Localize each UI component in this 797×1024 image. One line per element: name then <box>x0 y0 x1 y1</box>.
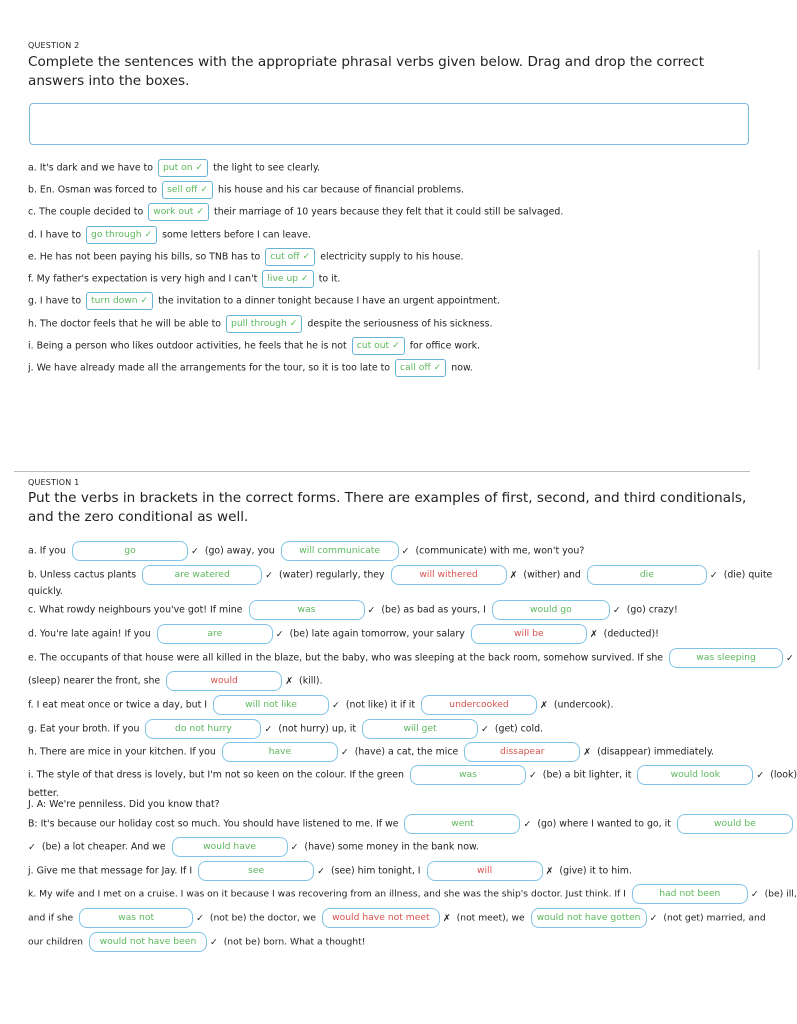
sentence-text: i. Being a person who likes outdoor activities, he feels that he is not <box>28 340 347 352</box>
sentence-text: b. En. Osman was forced to <box>28 184 158 196</box>
sentence-text: (deducted)! <box>603 628 659 640</box>
correct-mark-icon: ✓ <box>756 769 765 781</box>
sentence-text: (not like) it if it <box>345 699 416 711</box>
sentence-text: (not be) the doctor, we <box>209 912 316 924</box>
sentence-text: (not meet), we <box>456 912 525 924</box>
sentence-text: (give) it to him. <box>559 865 632 877</box>
sentence-j <box>28 861 632 881</box>
answer-blank[interactable]: will not like <box>213 695 329 715</box>
sentence-text: (get) cold. <box>494 723 544 735</box>
wrong-mark-icon: ✗ <box>583 746 592 758</box>
sentence-text: c. The couple decided to <box>28 206 144 218</box>
sentence-g <box>28 719 543 739</box>
answer-blank[interactable]: will be <box>471 624 587 644</box>
answer-blank[interactable]: was <box>410 765 526 785</box>
correct-mark-icon: ✓ <box>332 699 340 711</box>
answer-blank[interactable]: had not been <box>632 884 748 904</box>
answer-blank[interactable]: was sleeping <box>669 648 783 668</box>
dropped-answer-box[interactable]: go through ✓ <box>86 226 157 244</box>
answer-blank[interactable]: will <box>427 861 543 881</box>
correct-mark-icon: ✓ <box>190 545 199 557</box>
sentence-text: (not be) born. What a thought! <box>223 936 366 948</box>
wrong-mark-icon: ✗ <box>509 569 518 581</box>
sentence-text: d. You're late again! If you <box>28 628 151 640</box>
correct-mark-icon: ✓ <box>786 652 794 664</box>
correct-mark-icon: ✓ <box>528 769 537 781</box>
sentence-text: a. It's dark and we have to <box>28 162 153 174</box>
sentence-text: h. There are mice in your kitchen. If you <box>28 746 216 758</box>
wrong-mark-icon: ✗ <box>540 699 548 711</box>
sentence-b-continued: quickly. <box>28 586 63 597</box>
sentence-text: B: It's because our holiday cost so much. You should have listened to me. If we <box>28 818 399 830</box>
sentence-h <box>28 742 714 762</box>
answer-blank[interactable]: will communicate <box>281 541 399 561</box>
answer-blank[interactable]: would look <box>637 765 753 785</box>
correct-mark-icon: ✓ <box>275 628 284 640</box>
sentence-text: (water) regularly, they <box>279 569 385 581</box>
sentence-text: (wither) and <box>523 569 581 581</box>
sentence-text: (not hurry) up, it <box>278 723 357 735</box>
sentence-text: our children <box>28 936 84 948</box>
sentence-k <box>28 884 797 904</box>
wrong-mark-icon: ✗ <box>285 675 294 687</box>
sentence-k-end <box>28 932 365 952</box>
sentence-text: g. Eat your broth. If you <box>28 723 140 735</box>
sentence-c <box>28 600 678 620</box>
question-1-instructions: Put the verbs in brackets in the correct forms. There are examples of first, second, and third conditionals, and the zero conditional as well. <box>28 490 747 525</box>
sentence-e-continued <box>28 671 323 691</box>
question-2-instructions: Complete the sentences with the appropriate phrasal verbs given below. Drag and drop the correct answers into the boxes. <box>28 54 705 89</box>
sentence-text: f. My father's expectation is very high and I can't <box>28 273 258 285</box>
sentence-i-continued: better. <box>28 788 59 799</box>
correct-mark-icon: ✓ <box>209 936 218 948</box>
phrasal-verb-sentence <box>28 226 311 245</box>
sentence-text: (look) <box>770 769 797 781</box>
sentence-text: (communicate) with me, won't you? <box>415 545 585 557</box>
wrong-mark-icon: ✗ <box>442 912 451 924</box>
sentence-text: (be) ill, <box>764 888 797 900</box>
dropped-answer-box[interactable]: call off ✓ <box>395 359 446 377</box>
correct-mark-icon: ✓ <box>265 569 274 581</box>
sentence-text: e. The occupants of that house were all killed in the blaze, but the baby, who was sleeping at the back room, somehow survived. If she <box>28 652 664 664</box>
sentence-text: a. If you <box>28 545 66 557</box>
sentence-i <box>28 765 797 785</box>
answer-blank[interactable]: undercooked <box>421 695 537 715</box>
sentence-text: (be) as bad as yours, I <box>381 604 486 616</box>
dropped-answer-box[interactable]: pull through ✓ <box>226 315 302 333</box>
answer-blank[interactable]: would have not meet <box>322 908 440 928</box>
correct-mark-icon: ✓ <box>709 569 718 581</box>
sentence-text: g. I have to <box>28 295 82 307</box>
section-divider <box>14 471 750 472</box>
sentence-text: k. My wife and I met on a cruise. I was on it because I was recovering from an illness, and she was the ship's doctor. Just think. If I <box>28 888 626 900</box>
answer-blank[interactable]: would not have gotten <box>531 908 647 928</box>
answer-blank[interactable]: see <box>198 861 314 881</box>
sentence-text: (not get) married, and <box>663 912 766 924</box>
correct-mark-icon: ✓ <box>340 746 349 758</box>
correct-mark-icon: ✓ <box>317 865 325 877</box>
dropped-answer-box[interactable]: turn down ✓ <box>86 292 153 310</box>
sentence-text: (have) a cat, the mice <box>354 746 459 758</box>
correct-mark-icon: ✓ <box>290 841 299 853</box>
dropped-answer-box[interactable]: cut out ✓ <box>352 337 405 355</box>
sentence-e <box>28 648 797 668</box>
sentence-text: to it. <box>318 273 341 285</box>
sentence-text: (be) a lot cheaper. And we <box>41 841 166 853</box>
sentence-text: (go) where I wanted to go, it <box>537 818 671 830</box>
sentence-text: h. The doctor feels that he will be able to <box>28 318 222 330</box>
sentence-text: (see) him tonight, I <box>330 865 421 877</box>
correct-mark-icon: ✓ <box>367 604 376 616</box>
sentence-f <box>28 695 613 715</box>
correct-mark-icon: ✓ <box>28 841 36 853</box>
sentence-text: and if she <box>28 912 74 924</box>
correct-mark-icon: ✓ <box>649 912 658 924</box>
answer-blank[interactable]: would have <box>172 837 288 857</box>
sentence-text: j. Give me that message for Jay. If I <box>28 865 193 877</box>
correct-mark-icon: ✓ <box>481 723 489 735</box>
sentence-text: electricity supply to his house. <box>320 251 464 263</box>
sentence-k-continued <box>28 908 766 928</box>
sentence-text: (die) quite <box>723 569 773 581</box>
sentence-text: (sleep) nearer the front, she <box>28 675 161 687</box>
question-2-label: QUESTION 2 <box>28 41 80 50</box>
sentence-text: (go) away, you <box>204 545 275 557</box>
sentence-b <box>28 565 772 585</box>
sentence-text: i. The style of that dress is lovely, but I'm not so keen on the colour. If the green <box>28 769 404 781</box>
answer-blank[interactable]: will get <box>362 719 478 739</box>
correct-mark-icon: ✓ <box>196 912 204 924</box>
sentence-text: the invitation to a dinner tonight because I have an urgent appointment. <box>158 295 500 307</box>
dropped-answer-box[interactable]: put on ✓ <box>158 159 208 177</box>
phrasal-verb-sentence <box>28 337 480 356</box>
answer-blank[interactable]: would be <box>677 814 793 834</box>
correct-mark-icon: ✓ <box>401 545 410 557</box>
sentence-text: (be) late again tomorrow, your salary <box>289 628 465 640</box>
sentence-text: e. He has not been paying his bills, so TNB has to <box>28 251 261 263</box>
sentence-j-dialogue-a: J. A: We're penniless. Did you know that? <box>28 799 220 810</box>
sentence-text: for office work. <box>409 340 480 352</box>
phrasal-verb-sentence <box>28 203 563 222</box>
sentence-text: f. I eat meat once or twice a day, but I <box>28 699 208 711</box>
answer-blank[interactable]: do not hurry <box>145 719 261 739</box>
sentence-text: their marriage of 10 years because they felt that it could still be salvaged. <box>214 206 564 218</box>
answer-blank[interactable]: went <box>404 814 520 834</box>
sentence-a <box>28 541 584 561</box>
dropped-answer-box[interactable]: cut off ✓ <box>265 248 315 266</box>
answer-blank[interactable]: go <box>72 541 188 561</box>
sentence-text: despite the seriousness of his sickness. <box>307 318 493 330</box>
sentence-text: the light to see clearly. <box>213 162 321 174</box>
sentence-text: d. I have to <box>28 229 82 241</box>
answer-blank[interactable]: will withered <box>391 565 507 585</box>
answer-blank[interactable]: would <box>166 671 282 691</box>
dropped-answer-box[interactable]: sell off ✓ <box>162 181 213 199</box>
phrasal-verb-sentence <box>28 315 492 334</box>
answer-drop-zone[interactable] <box>29 103 749 145</box>
answer-blank[interactable]: would go <box>492 600 610 620</box>
sentence-text: j. We have already made all the arrangements for the tour, so it is too late to <box>28 362 391 374</box>
sentence-text: now. <box>451 362 473 374</box>
answer-blank[interactable]: die <box>587 565 707 585</box>
correct-mark-icon: ✓ <box>612 604 621 616</box>
correct-mark-icon: ✓ <box>264 723 273 735</box>
scrollbar-edge[interactable] <box>758 250 760 370</box>
sentence-text: b. Unless cactus plants <box>28 569 137 581</box>
correct-mark-icon: ✓ <box>750 888 759 900</box>
sentence-d <box>28 624 659 644</box>
sentence-text: some letters before I can leave. <box>162 229 311 241</box>
phrasal-verb-sentence <box>28 359 473 378</box>
dropped-answer-box[interactable]: live up ✓ <box>262 270 313 288</box>
sentence-j-dialogue-b <box>28 814 796 834</box>
dropped-answer-box[interactable]: work out ✓ <box>148 203 209 221</box>
sentence-text: (go) crazy! <box>626 604 678 616</box>
answer-blank[interactable]: was <box>249 600 365 620</box>
sentence-text: (be) a bit lighter, it <box>542 769 632 781</box>
sentence-j-dialogue-b-continued <box>28 837 479 857</box>
phrasal-verb-sentence <box>28 181 464 200</box>
sentence-text: (undercook). <box>553 699 614 711</box>
sentence-text: (have) some money in the bank now. <box>304 841 479 853</box>
answer-blank[interactable]: was not <box>79 908 193 928</box>
answer-blank[interactable]: dissapear <box>464 742 580 762</box>
question-1-label: QUESTION 1 <box>28 478 80 487</box>
answer-blank[interactable]: have <box>222 742 338 762</box>
answer-blank[interactable]: are watered <box>142 565 262 585</box>
answer-blank[interactable]: are <box>157 624 273 644</box>
wrong-mark-icon: ✗ <box>545 865 554 877</box>
phrasal-verb-sentence <box>28 292 500 311</box>
sentence-text: c. What rowdy neighbours you've got! If mine <box>28 604 243 616</box>
answer-blank[interactable]: would not have been <box>89 932 207 952</box>
phrasal-verb-sentence <box>28 159 320 178</box>
phrasal-verb-sentence <box>28 270 340 289</box>
sentence-text: (kill). <box>299 675 323 687</box>
phrasal-verb-sentence <box>28 248 464 267</box>
sentence-text: his house and his car because of financial problems. <box>218 184 464 196</box>
correct-mark-icon: ✓ <box>523 818 532 830</box>
wrong-mark-icon: ✗ <box>589 628 598 640</box>
sentence-text: (disappear) immediately. <box>597 746 715 758</box>
